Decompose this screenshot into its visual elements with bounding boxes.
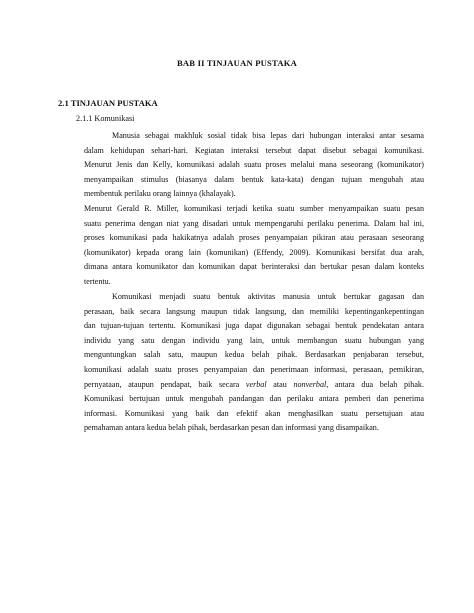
paragraph-line — [84, 129, 424, 144]
paragraph-line — [84, 378, 424, 393]
subsection-heading: 2.1.1 Komunikasi — [76, 114, 135, 123]
paragraph-line: dimana antara komunikator dan komunikan dapat berinteraksi dan bertukar pesan dalam konteks — [84, 262, 424, 272]
paragraph-line: informasi. Komunikasi yang baik dan efektif akan menghasilkan suatu persetujuan atau — [84, 408, 424, 418]
paragraph-line: perasaan, baik secara langsung maupun tidak langsung, dan memiliki kepentingankepentingan — [84, 306, 424, 316]
paragraph-line: individu yang satu dengan individu yang lain, untuk membangun suatu hubungan yang — [84, 335, 424, 345]
paragraph-line: tertentu. — [84, 276, 111, 286]
section-heading: 2.1 TINJAUAN PUSTAKA — [58, 98, 158, 108]
paragraph-komunikasi-definition — [84, 129, 424, 290]
italic-term-nonverbal: nonverbal — [293, 379, 327, 389]
paragraph-line: menyampaikan stimulus (biasanya dalam bentuk kata-kata) dengan tujuan mengubah atau — [84, 174, 424, 184]
paragraph-line-text: Manusia sebagai makhluk sosial tidak bisa lepas dari hubungan interaksi antar sesama — [112, 131, 424, 140]
paragraph-line — [84, 290, 424, 305]
paragraph-line: dan tujuan-tujuan tertentu. Komunikasi juga dapat digunakan sebagai bentuk pendekatan antara — [84, 321, 424, 331]
paragraph-line: membentuk perilaku orang lainnya (khalayak). — [84, 189, 236, 199]
italic-term-verbal: verbal — [245, 379, 267, 389]
paragraph-line-text: , antara dua belah pihak. — [326, 379, 424, 389]
paragraph-line: pemahaman antara kedua belah pihak, berdasarkan pesan dan informasi yang disampaikan. — [84, 423, 379, 433]
paragraph-line: proses komunikasi pada hakikatnya adalah proses penyampaian pikiran atau perasaan seseorang — [84, 233, 424, 243]
paragraph-komunikasi-purpose — [84, 290, 424, 436]
paragraph-line: Komunikasi bertujuan untuk mengubah pandangan dan perilaku antara pemberi dan penerima — [84, 394, 424, 404]
paragraph-line: Menurut Gerald R. Miller, komunikasi terjadi ketika suatu sumber menyampaikan suatu pesan — [84, 203, 424, 213]
paragraph-line: (komunikator) kepada orang lain (komunikan) (Effendy, 2009). Komunikasi bersifat dua arah, — [84, 247, 424, 257]
chapter-title: BAB II TINJAUAN PUSTAKA — [176, 58, 298, 68]
paragraph-line: komunikasi adalah suatu proses penyampaian dan penerimaan informasi, perasaan, pemikiran, — [84, 364, 424, 374]
paragraph-line: suatu penerima dengan niat yang disadari untuk mempengaruhi perilaku penerima. Dalam hal ini, — [84, 218, 424, 228]
paragraph-line-text: Komunikasi menjadi suatu bentuk aktivitas manusia untuk bertukar gagasan dan — [112, 292, 424, 301]
paragraph-line-text: atau — [266, 379, 294, 389]
paragraph-line-text: pernyataan, ataupun pendapat, baik secara — [84, 379, 246, 389]
paragraph-line: dalam kehidupan sehari-hari. Kegiatan interaksi tersebut dapat disebut sebagai komunikasi. — [84, 145, 424, 155]
paragraph-line: menguntungkan salah satu, maupun kedua belah pihak. Berdasarkan penjabaran tersebut, — [84, 350, 424, 360]
paragraph-line: Menurut Jenis dan Kelly, komunikasi adalah suatu proses melalui mana seseorang (komunikator) — [84, 160, 424, 170]
